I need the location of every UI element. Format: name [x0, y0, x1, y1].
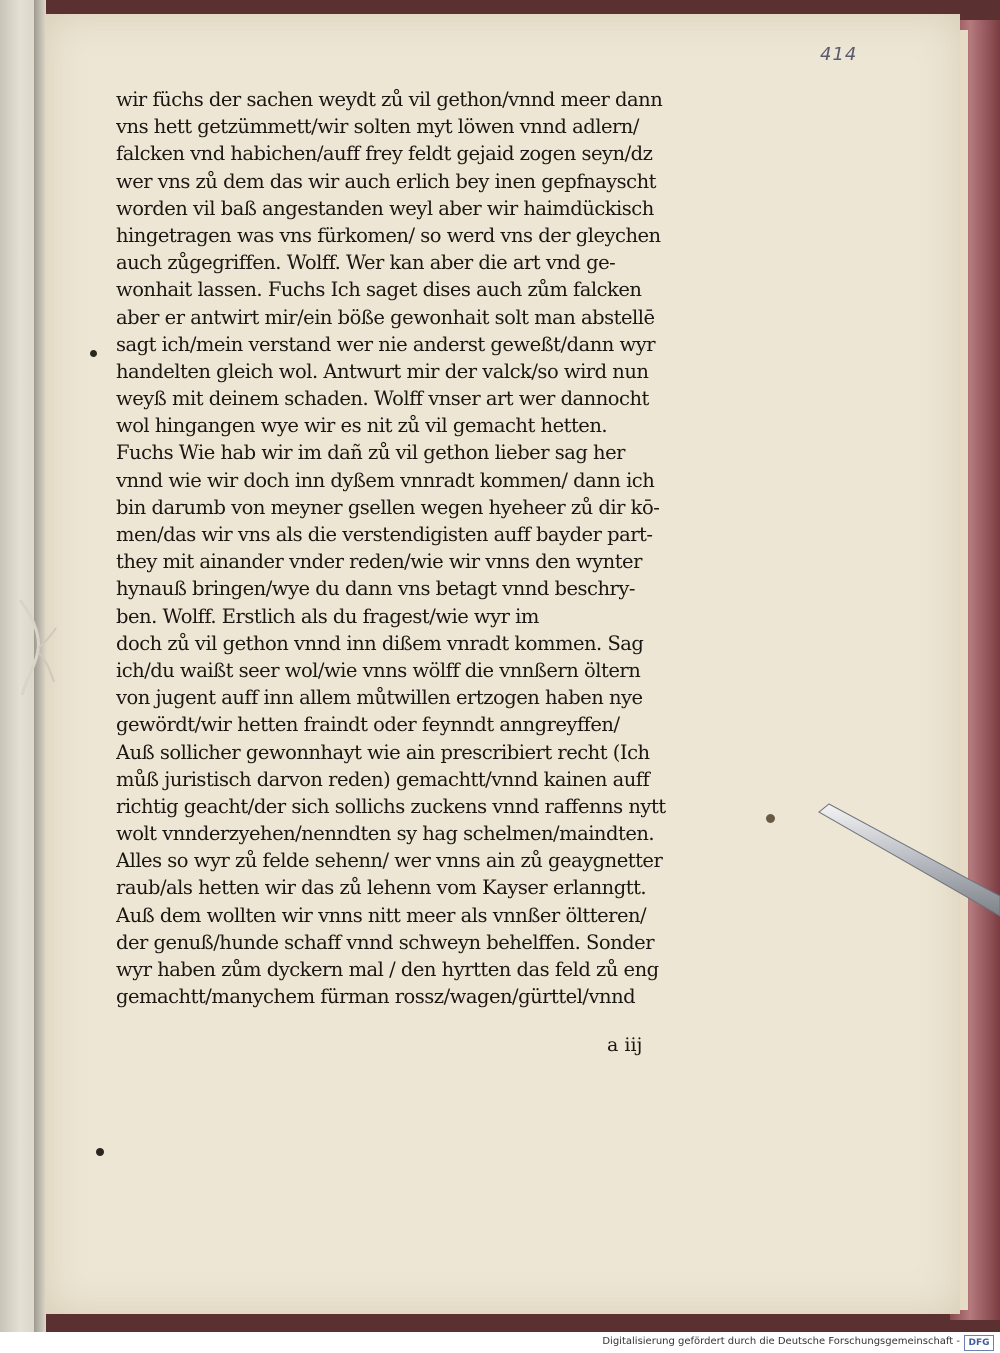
text-line: von jugent auff inn allem můtwillen ertzogen haben nye: [116, 686, 643, 710]
text-line: wir füchs der sachen weydt zů vil gethon/vnnd meer dann: [116, 88, 663, 111]
text-line: Fuchs Wie hab wir im dañ zů vil gethon lieber sag her: [116, 441, 625, 465]
text-line: wyr haben zům dyckern mal / den hyrtten das feld zů eng: [116, 958, 659, 981]
text-line: Auß dem wollten wir vnns nitt meer als vnnßer öltteren/: [116, 903, 647, 927]
text-line: hingetragen was vns fürkomen/ so werd vns der gleychen: [116, 223, 661, 247]
page-weight-rod: [815, 800, 1000, 920]
text-block: [116, 86, 736, 1010]
folio-number: 414: [820, 44, 858, 65]
signature-mark: a iij: [607, 1034, 643, 1056]
text-line: Alles so wyr zů felde sehenn/ wer vnns ain zů geaygnetter: [116, 849, 663, 873]
text-line: gemachtt/manychem fürman rossz/wagen/gürttel/vnnd: [116, 985, 636, 1009]
text-line: worden vil baß angestanden weyl aber wir haimdückisch: [116, 196, 654, 220]
funding-notice: Digitalisierung gefördert durch die Deutsche Forschungsgemeinschaft -: [602, 1336, 960, 1347]
text-line: hynauß bringen/wye du dann vns betagt vnnd beschry-: [116, 577, 635, 601]
text-line: der genuß/hunde schaff vnnd schweyn behelffen. Sonder: [116, 930, 655, 954]
text-line: můß juristisch darvon reden) gemachtt/vnnd kainen auff: [116, 767, 650, 791]
text-line: falcken vnd habichen/auff frey feldt gejaid zogen seyn/dz: [116, 142, 653, 166]
ink-spot: [96, 1148, 104, 1156]
text-line: vnnd wie wir doch inn dyßem vnnradt kommen/ dann ich: [116, 468, 655, 492]
text-line: ich/du waißt seer wol/wie vnns wölff die vnnßern öltern: [116, 658, 641, 682]
ink-spot: [766, 814, 775, 823]
ink-spot: [90, 350, 97, 357]
text-line: ben. Wolff. Erstlich als du fragest/wie wyr im: [116, 604, 539, 628]
text-line: vns hett getzümmett/wir solten myt löwen vnnd adlern/: [116, 115, 639, 139]
text-line: bin darumb von meyner gsellen wegen hyeheer zů dir kō-: [116, 495, 660, 519]
text-line: gewördt/wir hetten fraindt oder feynndt anngreyffen/: [116, 713, 620, 737]
text-line: sagt ich/mein verstand wer nie anderst geweßt/dann wyr: [116, 332, 656, 356]
binding-thread: [18, 590, 58, 700]
text-line: they mit ainander vnder reden/wie wir vnns den wynter: [116, 550, 642, 574]
text-line: weyß mit deinem schaden. Wolff vnser art wer dannocht: [116, 387, 649, 411]
text-line: doch zů vil gethon vnnd inn dißem vnradt kommen. Sag: [116, 631, 644, 655]
text-line: aber er antwirt mir/ein böße gewonhait solt man abstellē: [116, 305, 655, 329]
text-line: auch zůgegriffen. Wolff. Wer kan aber die art vnd ge-: [116, 251, 616, 275]
footer-bar: [0, 1332, 1000, 1353]
text-line: richtig geacht/der sich sollichs zuckens vnnd raffenns nytt: [116, 794, 666, 818]
text-line: raub/als hetten wir das zů lehenn vom Kayser erlanngtt.: [116, 876, 647, 900]
text-line: men/das wir vns als die verstendigisten auff bayder part-: [116, 523, 653, 546]
text-line: wer vns zů dem das wir auch erlich bey inen gepfnayscht: [116, 169, 656, 193]
text-line: wolt vnnderzyehen/nenndten sy hag schelmen/maindten.: [116, 822, 655, 846]
text-line: wol hingangen wye wir es nit zů vil gemacht hetten.: [116, 414, 608, 438]
text-line: Auß sollicher gewonnhayt wie ain prescribiert recht (Ich: [116, 740, 650, 764]
dfg-logo: DFG: [964, 1335, 994, 1351]
text-line: wonhait lassen. Fuchs Ich saget dises auch zům falcken: [116, 278, 642, 302]
text-line: handelten gleich wol. Antwurt mir der valck/so wird nun: [116, 359, 649, 383]
